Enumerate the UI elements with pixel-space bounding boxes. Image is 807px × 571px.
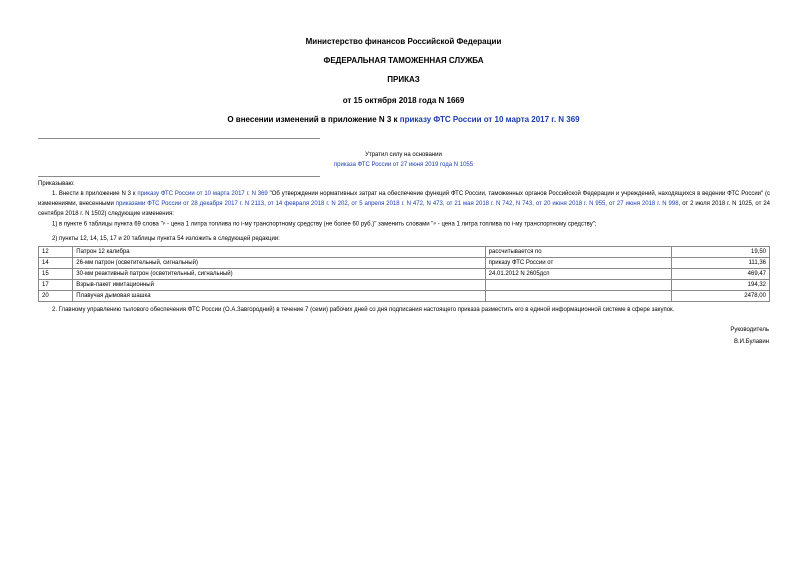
row-value: 19,50 xyxy=(672,247,770,258)
formula-symbol-icon: P xyxy=(162,221,166,226)
row-note xyxy=(485,280,672,291)
service-title: ФЕДЕРАЛЬНАЯ ТАМОЖЕННАЯ СЛУЖБА xyxy=(323,56,484,65)
row-value: 2478,00 xyxy=(672,291,770,302)
item1-prefix: 1. Внести в приложение N 3 к xyxy=(52,191,138,197)
row-value: 469,47 xyxy=(672,269,770,280)
row-note: приказу ФТС России от xyxy=(485,258,672,269)
item-2: 2. Главному управлению тылового обеспечения ФТС России (О.А.Завгородний) в течение 7 (семи) рабочих дней со дня подписания настоящего приказа разместить его в единой информационной системе в сфере закупок. xyxy=(52,307,675,313)
item1-text1: "Об утверждении нормативных затрат на обеспечение функций ФТС России, таможенных органов Российской Федерации и учреждений, находящихся в ведении ФТС России" (с изменениями, внесенными xyxy=(38,191,770,207)
ministry-title: Министерство финансов Российской Федерации xyxy=(305,37,502,46)
row-number: 14 xyxy=(39,258,73,269)
row-number: 12 xyxy=(39,247,73,258)
doc-date-number: от 15 октября 2018 года N 1669 xyxy=(342,96,465,105)
subject-link[interactable]: приказу ФТС России от 10 марта 2017 г. N 369 xyxy=(399,115,580,124)
subitem-2: 2) пункты 12, 14, 15, 17 и 20 таблицы пункта 54 изложить в следующей редакции: xyxy=(52,236,280,242)
signature-title: Руководитель xyxy=(730,327,769,333)
row-name: 26-мм патрон (осветительный, сигнальный) xyxy=(73,258,485,269)
row-name: Патрон 12 калибра xyxy=(73,247,485,258)
item1-text2: , от 2 июля 2018 г. N 1025, от 24 сентября 2018 г. N 1502) следующие изменения: xyxy=(38,201,770,217)
intro-text: Приказываю: xyxy=(38,181,75,187)
subitem1-b: - цена 1 литра топлива по i-му транспортному средству (не более 60 руб.)" заменить словами " xyxy=(165,221,434,228)
doc-type: ПРИКАЗ xyxy=(387,75,420,84)
item1-link-amendments[interactable]: приказами ФТС России от 28 декабря 2017 г. N 2113, от 14 февраля 2018 г. N 202, от 5 апреля 2018 г. N 472, N 473, от 21 мая 2018 г. N 742, N 743, от 20 июня 2018 г. N 955, от 27 июня 2018 г. N 998 xyxy=(115,201,679,207)
row-name: 30-мм реактивный патрон (осветительный, сигнальный) xyxy=(73,269,485,280)
row-note: 24.01.2012 N 2605дсп xyxy=(485,269,672,280)
table-row xyxy=(39,269,770,280)
row-value: 111,36 xyxy=(672,258,770,269)
doc-subject xyxy=(0,115,807,124)
table-row xyxy=(39,291,770,302)
subitem-1 xyxy=(52,219,770,230)
table-row xyxy=(39,280,770,291)
row-name: Взрыв-пакет имитационный xyxy=(73,280,485,291)
subitem1-c: - цена 1 литра топлива по i-му транспортному средству"; xyxy=(436,221,597,228)
divider-top xyxy=(38,138,320,139)
row-note xyxy=(485,291,672,302)
divider-bottom xyxy=(38,176,320,177)
row-number: 15 xyxy=(39,269,73,280)
item1-link-369[interactable]: приказу ФТС России от 10 марта 2017 г. N 369 xyxy=(137,191,268,197)
items-table xyxy=(38,246,770,302)
item-1 xyxy=(38,189,770,219)
formula-symbol-icon: P xyxy=(433,221,437,226)
loss-of-force-line2 xyxy=(0,162,807,168)
row-name: Плавучая дымовая шашка xyxy=(73,291,485,302)
subitem1-a: 1) в пункте 6 таблицы пункта 69 слова " xyxy=(52,221,163,228)
signature-name: В.И.Булавин xyxy=(733,339,769,345)
table-row xyxy=(39,247,770,258)
row-number: 17 xyxy=(39,280,73,291)
loss-of-force-link[interactable]: приказа ФТС России от 27 июня 2019 года N 1055 xyxy=(333,162,474,168)
row-value: 194,32 xyxy=(672,280,770,291)
subject-text: О внесении изменений в приложение N 3 к xyxy=(227,115,400,124)
row-number: 20 xyxy=(39,291,73,302)
loss-of-force-label: Утратил силу на основании xyxy=(365,152,442,158)
row-note: рассчитывается по xyxy=(485,247,672,258)
table-row xyxy=(39,258,770,269)
